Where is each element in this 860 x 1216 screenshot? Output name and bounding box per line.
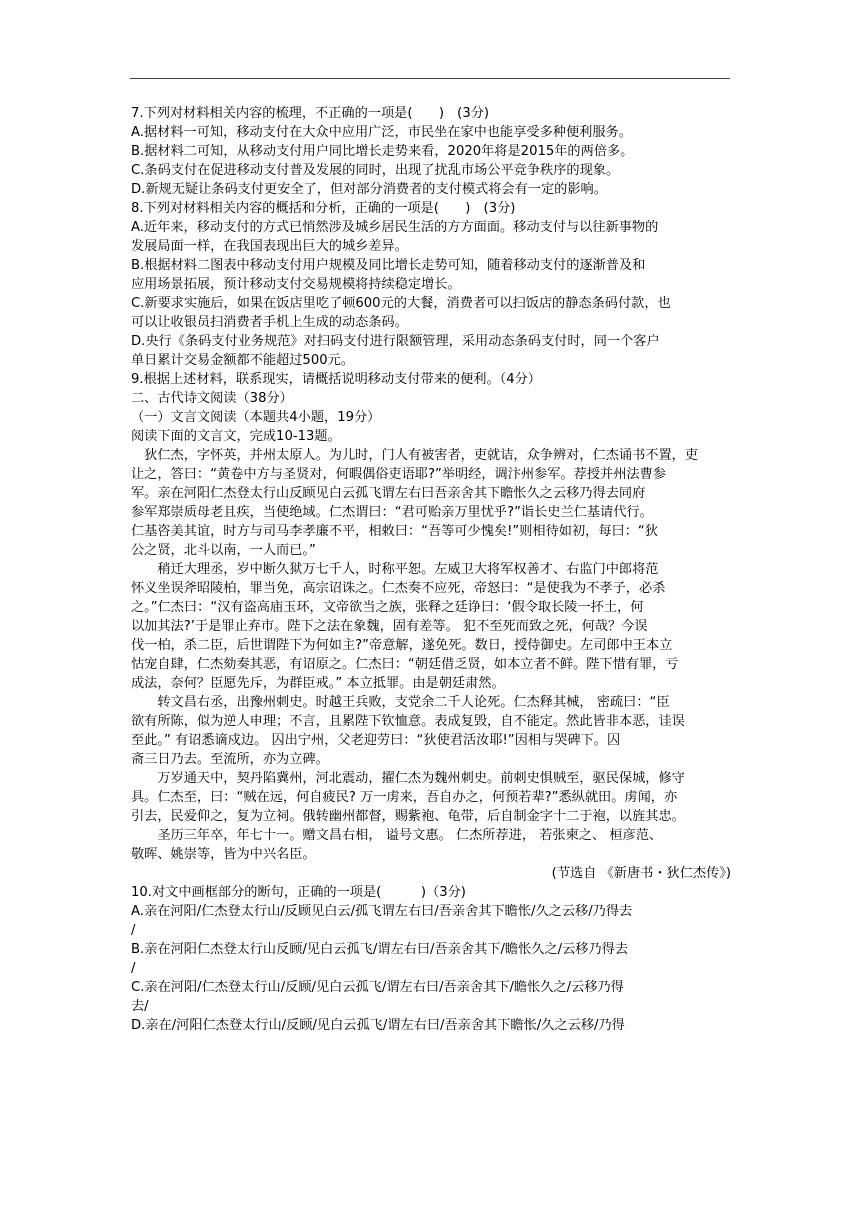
q10-option-line: /: [131, 923, 136, 938]
q8-option-line: 可以让收银员扫消费者手机上生成的动态条码。: [131, 315, 408, 330]
passage-line: 怀义坐误斧昭陵柏，罪当免，高宗诏诛之。仁杰奏不应死，帝怒曰：“是使我为不孝子，必杀: [131, 581, 666, 596]
q8-option-line: 单日累计交易金额都不能超过500元。: [131, 353, 354, 368]
q10-option-line: 去/: [131, 999, 149, 1014]
q7-option-d: D.新规无疑让条码支付更安全了，但对部分消费者的支付模式将会有一定的影响。: [131, 182, 607, 197]
passage-line: 斋三日乃去。至流所，亦为立碑。: [131, 752, 329, 767]
q8-option-line: C.新要求实施后，如果在饭店里吃了顿600元的大餐，消费者可以扫饭店的静态条码付款，也: [131, 296, 671, 311]
q7-option-b: B.据材料二可知，从移动支付用户同比增长走势来看，2020年将是2015年的两倍多。: [131, 144, 634, 159]
passage-line: 至此。” 有诏悉谪戍边。 囚出宁州，父老迎劳曰：“狄使君活汝耶!”因相与哭碑下。囚: [131, 733, 621, 748]
q10-option-line: C.亲在河阳/仁杰登太行山/反顾/见白云孤飞/谓左右曰/吾亲舍其下/瞻怅久之/云移乃得: [131, 980, 624, 995]
q8-stem: 8.下列对材料相关内容的概括和分析，正确的一项是( ) (3分): [131, 201, 516, 216]
passage-line: 之。”仁杰曰：“汉有盗高庙玉环，文帝欲当之族，张释之廷诤曰：‘假令取长陵一抔土，何: [131, 600, 644, 615]
passage-line: 万岁通天中，契丹陷冀州，河北震动，擢仁杰为魏州刺史。前刺史惧贼至，驱民保城，修守: [131, 771, 685, 786]
header-rule: [130, 78, 730, 79]
section-subtitle: （一）文言文阅读（本题共4小题，19分）: [131, 410, 381, 425]
passage-line: 欲有所陈，似为逆人申理；不言，且累陛下钦恤意。表成复毁，自不能定。然此皆非本恶，诖误: [131, 714, 685, 729]
q10-option-line: A.亲在河阳/仁杰登太行山/反顾见白云/孤飞谓左右曰/吾亲舍其下瞻怅/久之云移/乃得去: [131, 904, 633, 919]
q10-stem: 10.对文中画框部分的断句，正确的一项是( )（3分): [131, 885, 466, 900]
q8-option-line: 应用场景拓展，预计移动支付交易规模将持续稳定增长。: [131, 277, 461, 292]
q8-option-line: B.根据材料二图表中移动支付用户规模及同比增长走势可知，随着移动支付的逐渐普及和: [131, 258, 646, 273]
classical-passage: [131, 446, 731, 864]
passage-line: 怙宠自肆，仁杰劾奏其恶，有诏原之。仁杰曰：“朝廷借乏贤，如本立者不鲜。陛下惜有罪，亏: [131, 657, 679, 672]
exam-page: [131, 104, 731, 1035]
passage-line: 转文昌右丞，出豫州刺史。时越王兵败，支党余二千人论死。仁杰释其械， 密疏曰：“臣: [131, 695, 670, 710]
passage-line: 参军郑崇质母老且疾，当使绝域。仁杰谓曰：“君可贻亲万里忧乎?”诣长史兰仁基请代行。: [131, 505, 653, 520]
passage-line: 狄仁杰，字怀英，并州太原人。为儿时，门人有被害者，吏就诘，众争辨对，仁杰诵书不置，吏: [131, 448, 699, 463]
passage-source: (节选自 《新唐书・狄仁杰传》): [551, 866, 731, 881]
q7-option-c: C.条码支付在促进移动支付普及发展的同时，出现了扰乱市场公平竞争秩序的现象。: [131, 163, 620, 178]
passage-line: 具。仁杰至，曰：“贼在远，何自疲民? 万一虏来，吾自办之，何预若辈?”悉纵就田。虏闻，亦: [131, 790, 678, 805]
passage-line: 伐一柏，杀二臣，后世谓陛下为何如主?”帝意解，遂免死。数日，授侍御史。左司郎中王本立: [131, 638, 673, 653]
q10-option-line: D.亲在/河阳仁杰登太行山/反顾/见白云孤飞/谓左右曰/吾亲舍其下瞻怅/久之云移/乃得: [131, 1018, 625, 1033]
passage-line: 以加其法?’于是罪止弃市。陛下之法在象魏，固有差等。 犯不至死而致之死，何哉？今误: [131, 619, 648, 634]
q10-option-line: /: [131, 961, 136, 976]
passage-line: 敬晖、姚崇等，皆为中兴名臣。: [131, 847, 316, 862]
passage-line: 公之贤，北斗以南，一人而已。”: [131, 543, 316, 558]
section-title: 二、古代诗文阅读（38分）: [131, 391, 293, 406]
passage-line: 引去，民爱仰之，复为立祠。俄转幽州都督，赐紫袍、龟带，后自制金字十二于袍，以旌其忠。: [131, 809, 685, 824]
q7-option-a: A.据材料一可知，移动支付在大众中应用广泛，市民坐在家中也能享受多种便利服务。: [131, 125, 632, 140]
q8-option-line: 发展局面一样，在我国表现出巨大的城乡差异。: [131, 239, 408, 254]
passage-line-boxed: 军。亲在河阳仁杰登太行山反顾见白云孤飞谓左右曰吾亲舍其下瞻怅久之云移乃得去同府: [131, 486, 646, 501]
q9-stem: 9.根据上述材料，联系现实，请概括说明移动支付带来的便利。（4分）: [131, 372, 541, 387]
q8-option-line: A.近年来，移动支付的方式已悄然涉及城乡居民生活的方方面面。移动支付与以往新事物的: [131, 220, 659, 235]
passage-line: 圣历三年卒，年七十一。赠文昌右相， 谥号文惠。 仁杰所荐进， 若张柬之、 桓彦范、: [131, 828, 663, 843]
passage-line: 仁基咨美其谊，时方与司马李孝廉不平，相敕曰：“吾等可少愧矣!”则相待如初，每曰：“狄: [131, 524, 658, 539]
q7-stem: 7.下列对材料相关内容的梳理，不正确的一项是( ) (3分): [131, 106, 490, 121]
passage-line: 让之，答曰：“黄卷中方与圣贤对，何暇偶俗吏语耶?”举明经，调汴州参军。荐授并州法曹参: [131, 467, 666, 482]
passage-line: 成法，奈何？臣愿先斥，为群臣戒。” 本立抵罪。由是朝廷肃然。: [131, 676, 505, 691]
section-instruction: 阅读下面的文言文，完成10-13题。: [131, 429, 341, 444]
q10-option-line: B.亲在河阳仁杰登太行山反顾/见白云孤飞/谓左右曰/吾亲舍其下/瞻怅久之/云移乃得去: [131, 942, 629, 957]
q8-option-line: D.央行《条码支付业务规范》对扫码支付进行限额管理，采用动态条码支付时，同一个客户: [131, 334, 660, 349]
passage-line: 稍迁大理丞，岁中断久狱万七千人，时称平恕。左威卫大将军权善才、右监门中郎将范: [131, 562, 659, 577]
